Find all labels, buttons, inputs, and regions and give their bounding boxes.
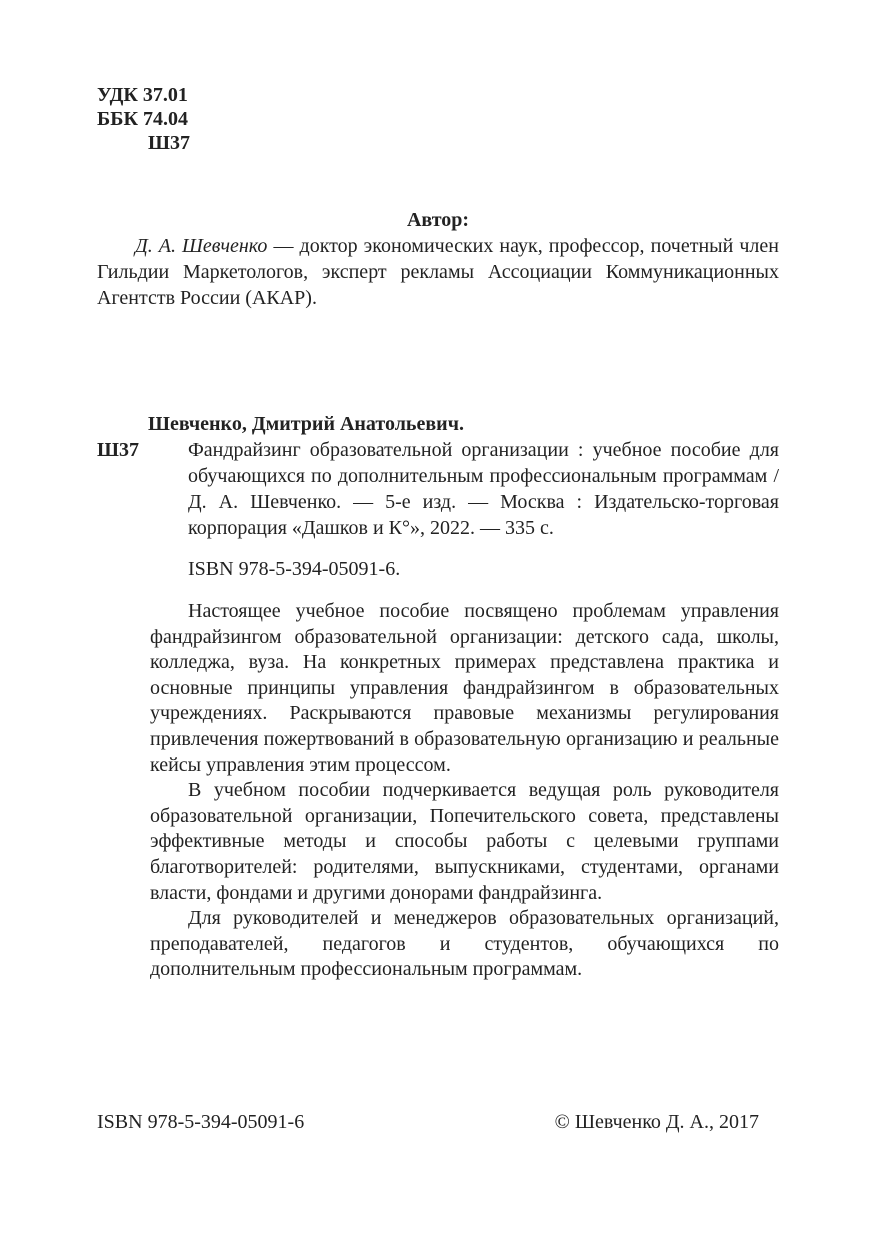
- annotation: [150, 599, 779, 983]
- footer-copyright: © Шевченко Д. А., 2017: [554, 1111, 759, 1133]
- bbk-code: ББК 74.04: [97, 108, 188, 130]
- udk-code: УДК 37.01: [97, 84, 188, 106]
- catalog-record: [97, 437, 779, 541]
- author-mark: Ш37: [148, 132, 190, 154]
- catalog-code: Ш37: [97, 439, 139, 461]
- classification-codes: [97, 83, 190, 155]
- annotation-paragraph: Настоящее учебное пособие посвящено проблемам управления фандрайзингом образовательной организации: детского сада, школы, колледжа, вуза. На конкретных примерах представлена практика и основные принципы управления фандрайзингом в образовательных учреждениях. Раскрываются правовые механизмы регулирования привлечения пожертвований в образовательную организацию и реальные кейсы управления этим процессом.: [150, 600, 779, 776]
- catalog-author: Шевченко, Дмитрий Анатольевич.: [148, 413, 464, 435]
- annotation-paragraph: В учебном пособии подчеркивается ведущая роль руководителя образовательной организации, Попечительского совета, представлены эффективные методы и способы работы с целевыми группами благотворителей: родителями, выпускниками, студентами, органами власти, фондами и другими донорами фандрайзинга.: [150, 779, 779, 904]
- footer-isbn: ISBN 978-5-394-05091-6: [97, 1111, 305, 1133]
- catalog-description: Фандрайзинг образовательной организации : учебное пособие для обучающихся по дополнительным профессиональным программам / Д. А. Шевченко. — 5-е изд. — Москва : Издательско-торговая корпорация «Дашков и К°», 2022. — 335 с.: [188, 439, 779, 539]
- author-info: [97, 233, 779, 311]
- author-paragraph: [97, 233, 779, 311]
- catalog-isbn: ISBN 978-5-394-05091-6.: [188, 558, 401, 580]
- annotation-paragraph: Для руководителей и менеджеров образовательных организаций, преподавателей, педагогов и студентов, обучающихся по дополнительным профессиональным программам.: [150, 907, 779, 981]
- author-heading: Автор:: [406, 209, 470, 231]
- author-name: Д. А. Шевченко: [135, 235, 268, 257]
- author-description: — доктор экономических наук, профессор, почетный член Гильдии Маркетологов, эксперт рекламы Ассоциации Коммуникационных Агентств России (АКАР).: [97, 235, 779, 309]
- catalog-entry: [97, 411, 779, 541]
